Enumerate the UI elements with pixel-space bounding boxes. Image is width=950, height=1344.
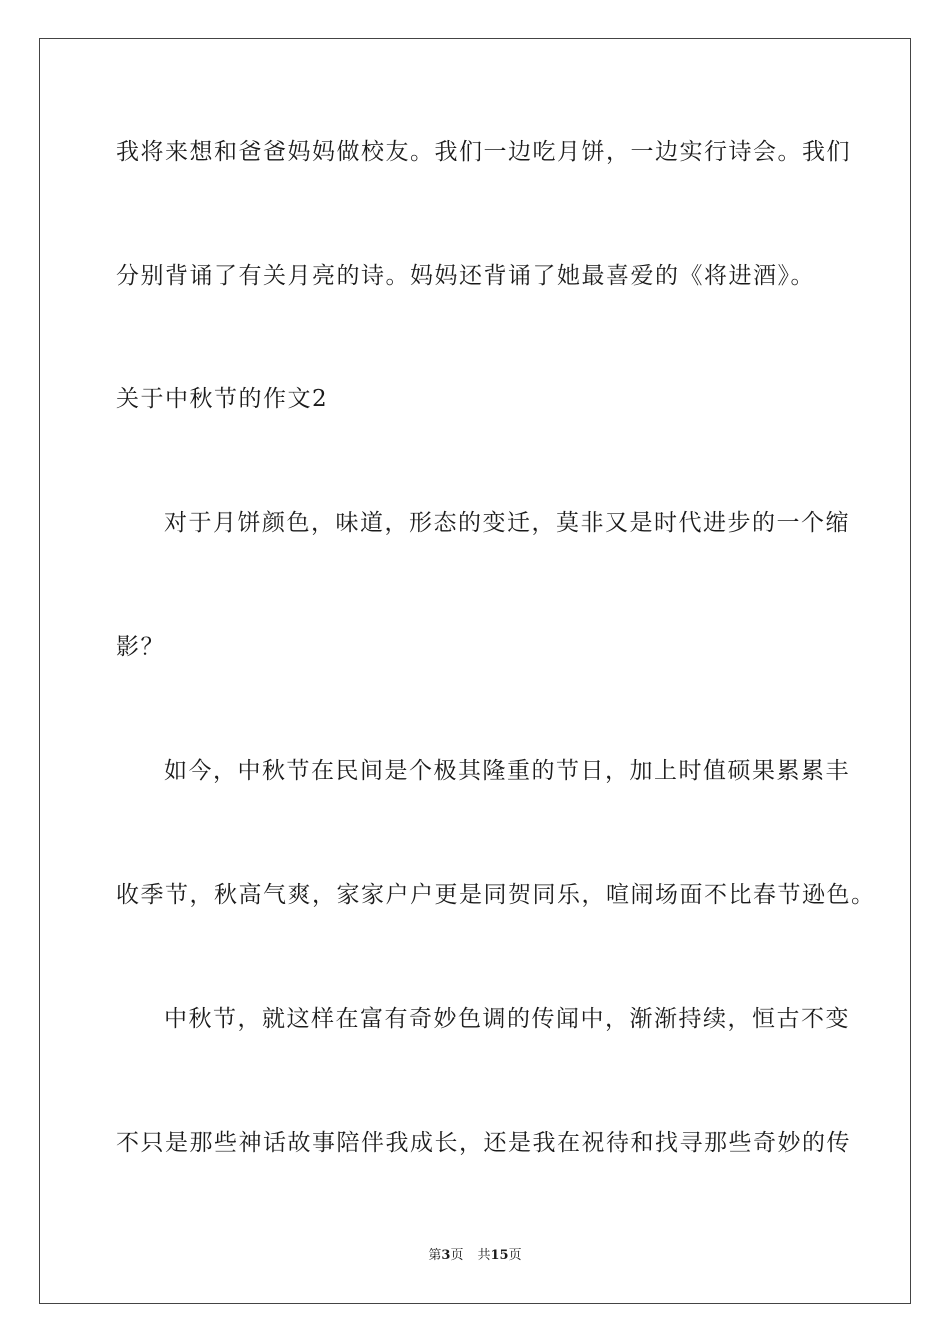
body-text-line: 分别背诵了有关月亮的诗。妈妈还背诵了她最喜爱的《将进酒》。 — [116, 263, 815, 289]
body-text-line: 我将来想和爸爸妈妈做校友。我们一边吃月饼，一边实行诗会。我们 — [116, 139, 851, 165]
page-number: 3 — [441, 1248, 451, 1263]
page-suffix: 页 — [450, 1248, 464, 1263]
total-suffix: 页 — [508, 1248, 522, 1263]
total-pages: 15 — [490, 1248, 509, 1263]
page-footer — [0, 1247, 950, 1265]
body-text-line: 对于月饼颜色，味道，形态的变迁，莫非又是时代进步的一个缩 — [164, 510, 850, 536]
body-text-line: 如今，中秋节在民间是个极其隆重的节日，加上时值硕果累累丰 — [164, 758, 850, 784]
body-text-line: 影？ — [116, 634, 165, 660]
body-text-line: 收季节，秋高气爽，家家户户更是同贺同乐，喧闹场面不比春节逊色。 — [116, 882, 876, 908]
body-text-line: 中秋节，就这样在富有奇妙色调的传闻中，渐渐持续，恒古不变 — [164, 1006, 850, 1032]
body-text-line: 不只是那些神话故事陪伴我成长，还是我在祝待和找寻那些奇妙的传 — [116, 1130, 851, 1156]
essay-heading: 关于中秋节的作文2 — [116, 386, 329, 412]
page-prefix: 第 — [428, 1248, 442, 1263]
total-prefix: 共 — [477, 1248, 491, 1263]
page-border — [39, 38, 911, 1304]
